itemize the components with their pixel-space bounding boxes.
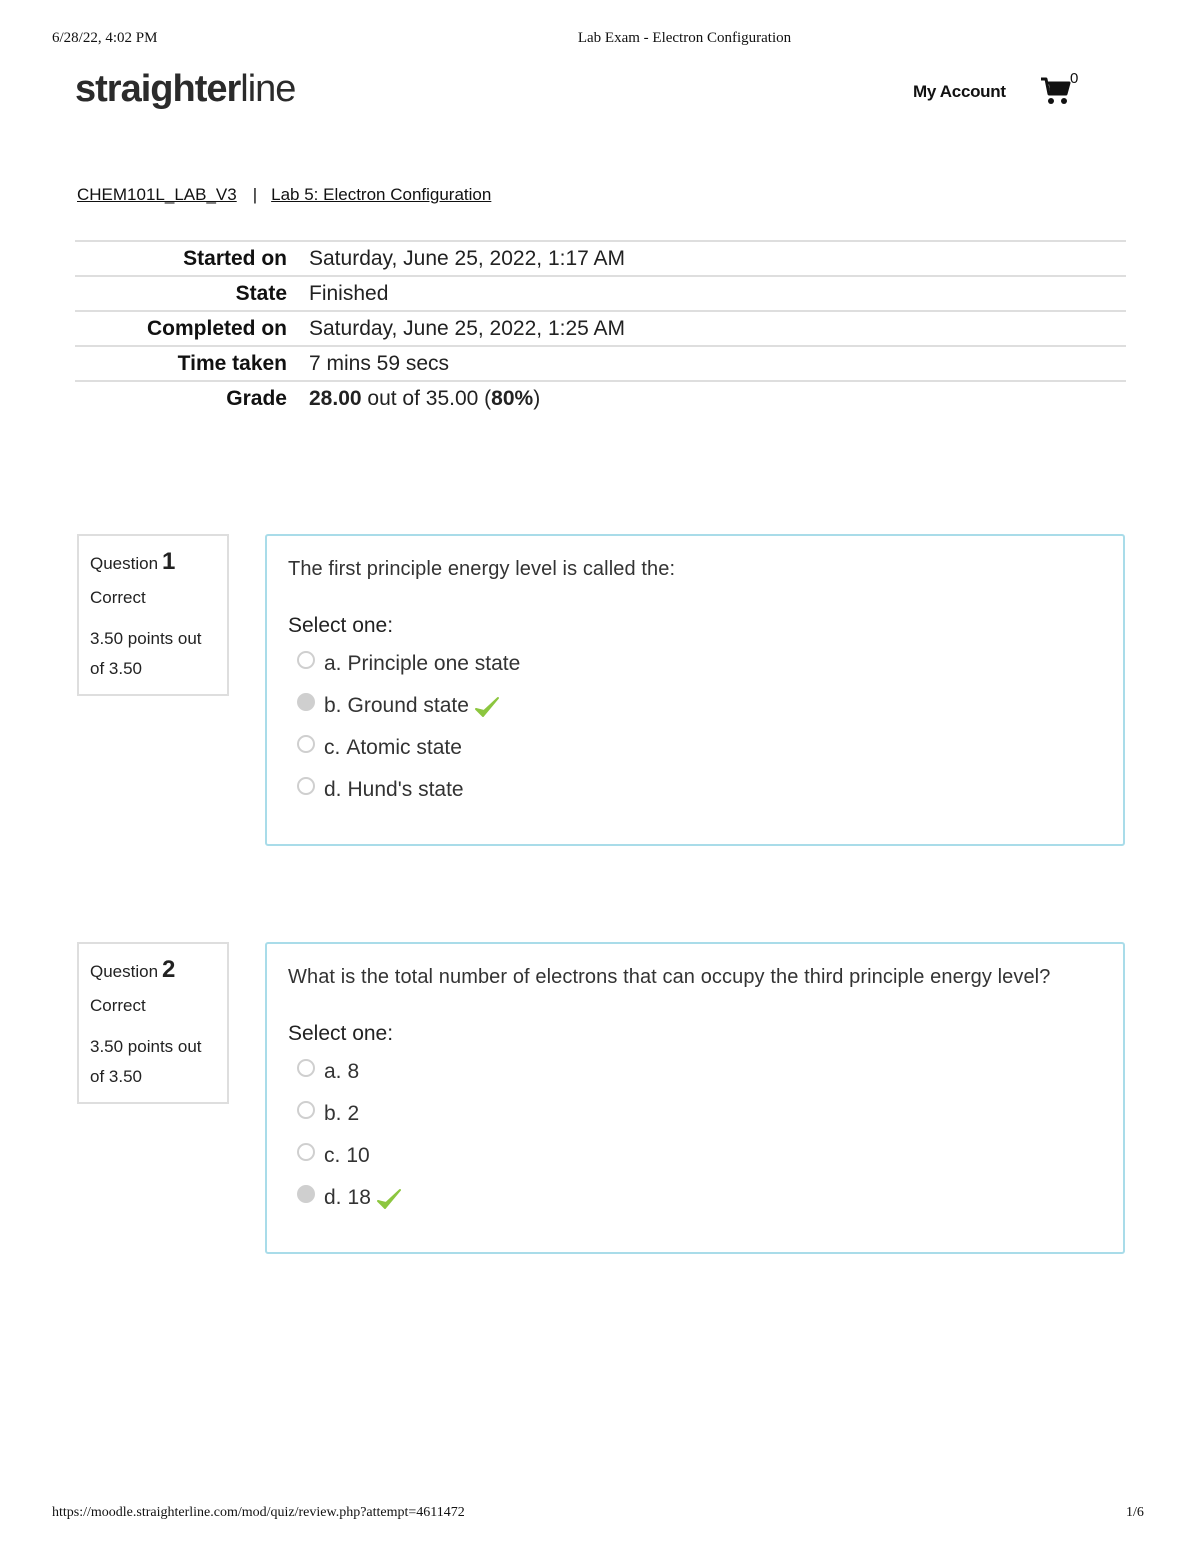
answer-letter: a. [324,652,342,675]
radio-button[interactable] [297,777,315,795]
print-url: https://moodle.straighterline.com/mod/quiz/review.php?attempt=4611472 [52,1505,465,1520]
answer-text: 2 [347,1102,360,1125]
completed-label: Completed on [147,316,287,340]
answer-letter: a. [324,1060,342,1083]
radio-button[interactable] [297,1101,315,1119]
radio-button[interactable] [297,1059,315,1077]
question-grade: 3.50 points out of 3.50 [90,629,202,678]
cart-icon[interactable] [1040,76,1072,106]
answer-option-d[interactable] [288,1177,1123,1219]
answer-text: Hund's state [347,778,464,801]
grade-label: Grade [226,387,287,410]
answer-option-c[interactable] [288,727,1123,769]
question-2-info [77,942,229,1104]
answer-letter: d. [324,778,342,801]
answer-text: 10 [346,1144,370,1167]
answer-letter: b. [324,694,342,717]
radio-button[interactable] [297,651,315,669]
answer-option-b[interactable] [288,1093,1123,1135]
correct-check-icon [474,695,500,721]
answer-text: Atomic state [346,736,462,759]
grade-percent: 80% [491,387,534,410]
answer-letter: b. [324,1102,342,1125]
started-label: Started on [183,246,287,270]
question-state: Correct [90,588,146,607]
question-1-content [265,534,1125,846]
question-text: The first principle energy level is called the: [288,558,676,580]
question-grade: 3.50 points out of 3.50 [90,1037,202,1086]
answer-letter: d. [324,1186,342,1209]
logo-thin-text: line [240,68,296,110]
print-title: Lab Exam - Electron Configuration [577,30,792,46]
answer-text: 8 [347,1060,360,1083]
summary-row-started [75,241,1126,276]
answer-text: 18 [347,1186,371,1209]
answer-text: Principle one state [347,652,521,675]
radio-button-selected[interactable] [297,693,315,711]
select-one-prompt: Select one: [288,1022,394,1045]
breadcrumb-course-link[interactable]: CHEM101L_LAB_V3 [77,185,237,204]
radio-button-selected[interactable] [297,1185,315,1203]
question-number: 1 [162,548,176,575]
radio-button[interactable] [297,735,315,753]
attempt-summary-table [75,240,1126,416]
question-1-info [77,534,229,696]
question-state: Correct [90,996,146,1015]
question-text: What is the total number of electrons that can occupy the third principle energy level? [288,966,1051,988]
question-2-content [265,942,1125,1254]
answer-text: Ground state [347,694,469,717]
my-account-link[interactable]: My Account [913,82,1006,101]
time-value: 7 mins 59 secs [309,351,450,375]
breadcrumb-separator: | [252,185,258,204]
grade-close: ) [533,387,541,410]
grade-score: 28.00 [309,387,362,410]
correct-check-icon [376,1187,402,1213]
state-value: Finished [309,281,389,305]
radio-button[interactable] [297,1143,315,1161]
breadcrumb [77,185,491,205]
summary-row-state [75,276,1126,311]
straighterline-logo[interactable] [75,68,295,111]
logo-bold-text: straighter [75,68,241,110]
grade-value [309,381,1126,416]
summary-row-grade [75,381,1126,416]
question-number: 2 [162,956,176,983]
answer-option-c[interactable] [288,1135,1123,1177]
time-label: Time taken [177,351,287,375]
summary-row-time [75,346,1126,381]
answer-option-a[interactable] [288,1051,1123,1093]
question-label: Question [90,962,159,981]
breadcrumb-lab-link[interactable]: Lab 5: Electron Configuration [271,185,492,204]
answer-option-a[interactable] [288,643,1123,685]
state-label: State [235,281,287,305]
grade-out-of: out of 35.00 ( [361,387,492,410]
print-page-number: 1/6 [1126,1505,1144,1520]
question-label: Question [90,554,159,573]
summary-row-completed [75,311,1126,346]
answer-option-d[interactable] [288,769,1123,811]
answer-letter: c. [324,1144,341,1167]
started-value: Saturday, June 25, 2022, 1:17 AM [309,246,625,270]
answer-option-b[interactable] [288,685,1123,727]
completed-value: Saturday, June 25, 2022, 1:25 AM [309,316,625,340]
answer-letter: c. [324,736,341,759]
select-one-prompt: Select one: [288,614,394,637]
print-date: 6/28/22, 4:02 PM [52,30,158,46]
cart-count: 0 [1070,70,1079,87]
